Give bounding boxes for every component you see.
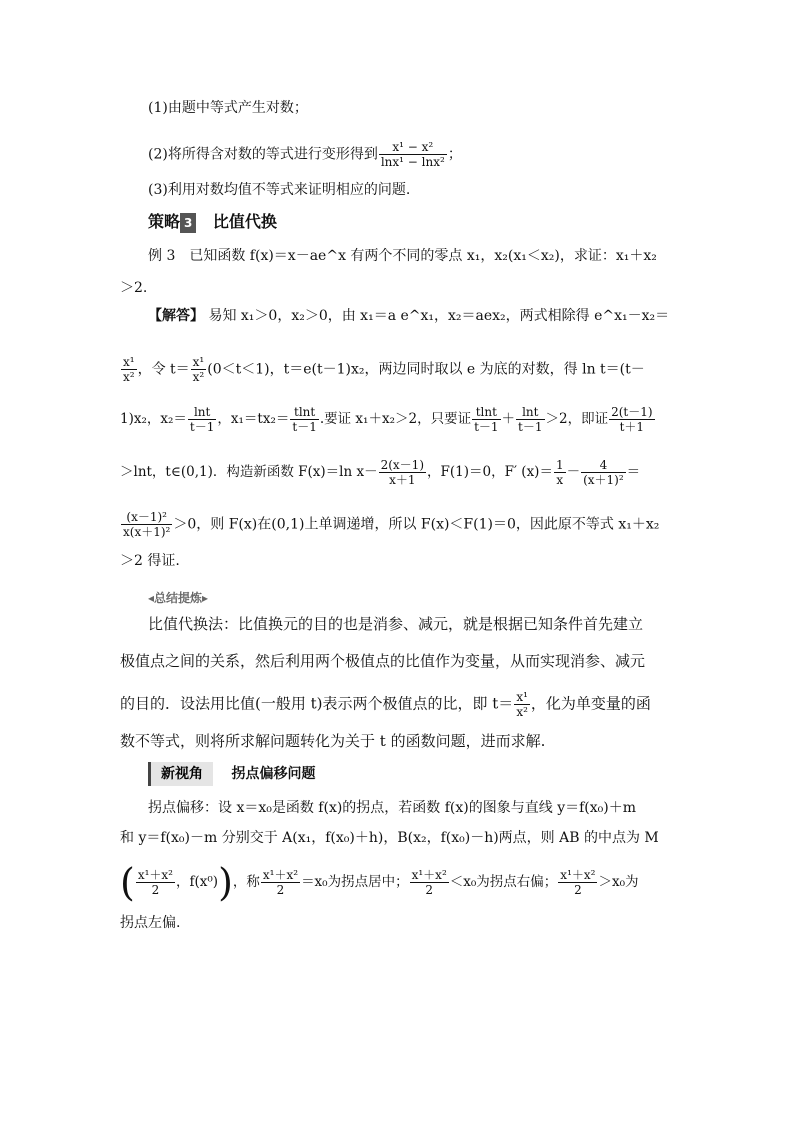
summary-line-3: 的目的．设法用比值(一般用 t)表示两个极值点的比，即 t＝ $\frac{\text{x¹}}{\text{x²}}$ ，化为单变量的函 xyxy=(120,690,651,719)
point-1: (1)由题中等式产生对数； xyxy=(148,100,308,116)
solution-line-5: $\frac{\text{(x－1)²}}{\text{x(x＋1)²}}$ ＞0，则 F(x)在(0,1)上单调递增，所以 F(x)＜F(1)＝0，因此原不等式 x₁＋x₂ xyxy=(123,510,660,539)
inflection-line-1: 拐点偏移：设 x＝x₀是函数 f(x)的拐点，若函数 f(x)的图象与直线 y＝f(x₀)＋m xyxy=(148,800,637,816)
solution-tag: 【解答】 xyxy=(148,308,204,324)
inflection-line-3: ( $\frac{\text{x¹＋x²}}{2}$ ，f(x⁰))，称 $\frac{\text{x¹＋x²}}{2}$ ＝x₀为拐点居中； $\frac{\text{x¹＋x²}}{2}$ ＜x₀为拐点右偏； $\frac{\text{x¹＋x²}}{2}$ ＞x₀为 xyxy=(120,860,639,905)
example-line-2: ＞2. xyxy=(120,280,148,296)
solution-line-6: ＞2 得证. xyxy=(120,553,180,569)
solution-text-1: 易知 x₁＞0，x₂＞0，由 x₁＝a e^x₁，x₂＝aex₂，两式相除得 e^x₁－x₂＝ xyxy=(208,308,670,324)
inflection-line-4: 拐点左偏. xyxy=(120,915,181,931)
newview-badge: 新视角 xyxy=(148,762,213,786)
summary-line-2: 极值点之间的关系，然后利用两个极值点的比值作为变量，从而实现消参、减元 xyxy=(120,652,646,670)
newview-title: 拐点偏移问题 xyxy=(231,766,316,782)
point-2-text: (2)将所得含对数的等式进行变形得到 xyxy=(148,146,378,163)
newview-heading xyxy=(148,762,708,786)
log-mean-fraction: $\frac{\text{x¹ − x²}}{\text{lnx¹ − lnx²}}$ xyxy=(380,140,445,169)
solution-line-3: 1)x₂，x₂＝ $\frac{\ln t}{t-1}$ ，x₁＝tx₂＝ $\frac{tlnt}{t-1}$ .要证 x₁＋x₂＞2，只要证 $\frac{tlnt}{t-1}$ ＋ $\frac{\ln t}{t-1}$ ＞2，即证 $\frac{2(t-1)}{t+1}$ xyxy=(120,405,653,434)
summary-tag: ◂总结提炼▸ xyxy=(148,591,209,605)
strategy-number-badge: 3 xyxy=(180,213,196,233)
point-3: (3)利用对数均值不等式来证明相应的问题. xyxy=(148,182,411,198)
solution-line-4: ＞lnt，t∈(0,1)．构造新函数 F(x)＝ln x－ $\frac{2(x-1)}{x+1}$ ，F(1)＝0，F′ (x)＝ $\frac{1}{x}$ － $\frac{4}{\text{(x＋1)²}}$ ＝ xyxy=(120,458,641,487)
summary-line-1: 比值代换法：比值换元的目的也是消参、减元，就是根据已知条件首先建立 xyxy=(148,615,644,633)
strategy-heading xyxy=(148,212,708,233)
strategy-title: 比值代换 xyxy=(212,212,277,231)
solution-line-1 xyxy=(120,306,680,326)
solution-line-2: $\frac{\text{x¹}}{\text{x²}}$ ，令 t＝ $\frac{\text{x¹}}{\text{x²}}$ (0＜t＜1)，t＝e(t－1)x₂，两边同时取以 e 为底的对数，得 ln t＝(t－ xyxy=(123,355,645,384)
example-line-1: 例 3 已知函数 f(x)＝x－ae^x 有两个不同的零点 x₁，x₂(x₁＜x₂)，求证：x₁＋x₂ xyxy=(148,248,657,264)
inflection-line-2: 和 y＝f(x₀)－m 分别交于 A(x₁，f(x₀)＋h)，B(x₂，f(x₀)－h)两点，则 AB 的中点为 M xyxy=(120,830,659,846)
strategy-label: 策略 xyxy=(148,212,181,231)
summary-line-4: 数不等式，则将所求解问题转化为关于 t 的函数问题，进而求解. xyxy=(120,732,546,750)
point-2: (2)将所得含对数的等式进行变形得到 $\frac{\text{x¹ − x²}}{\text{lnx¹ − lnx²}}$ ； xyxy=(148,140,462,169)
